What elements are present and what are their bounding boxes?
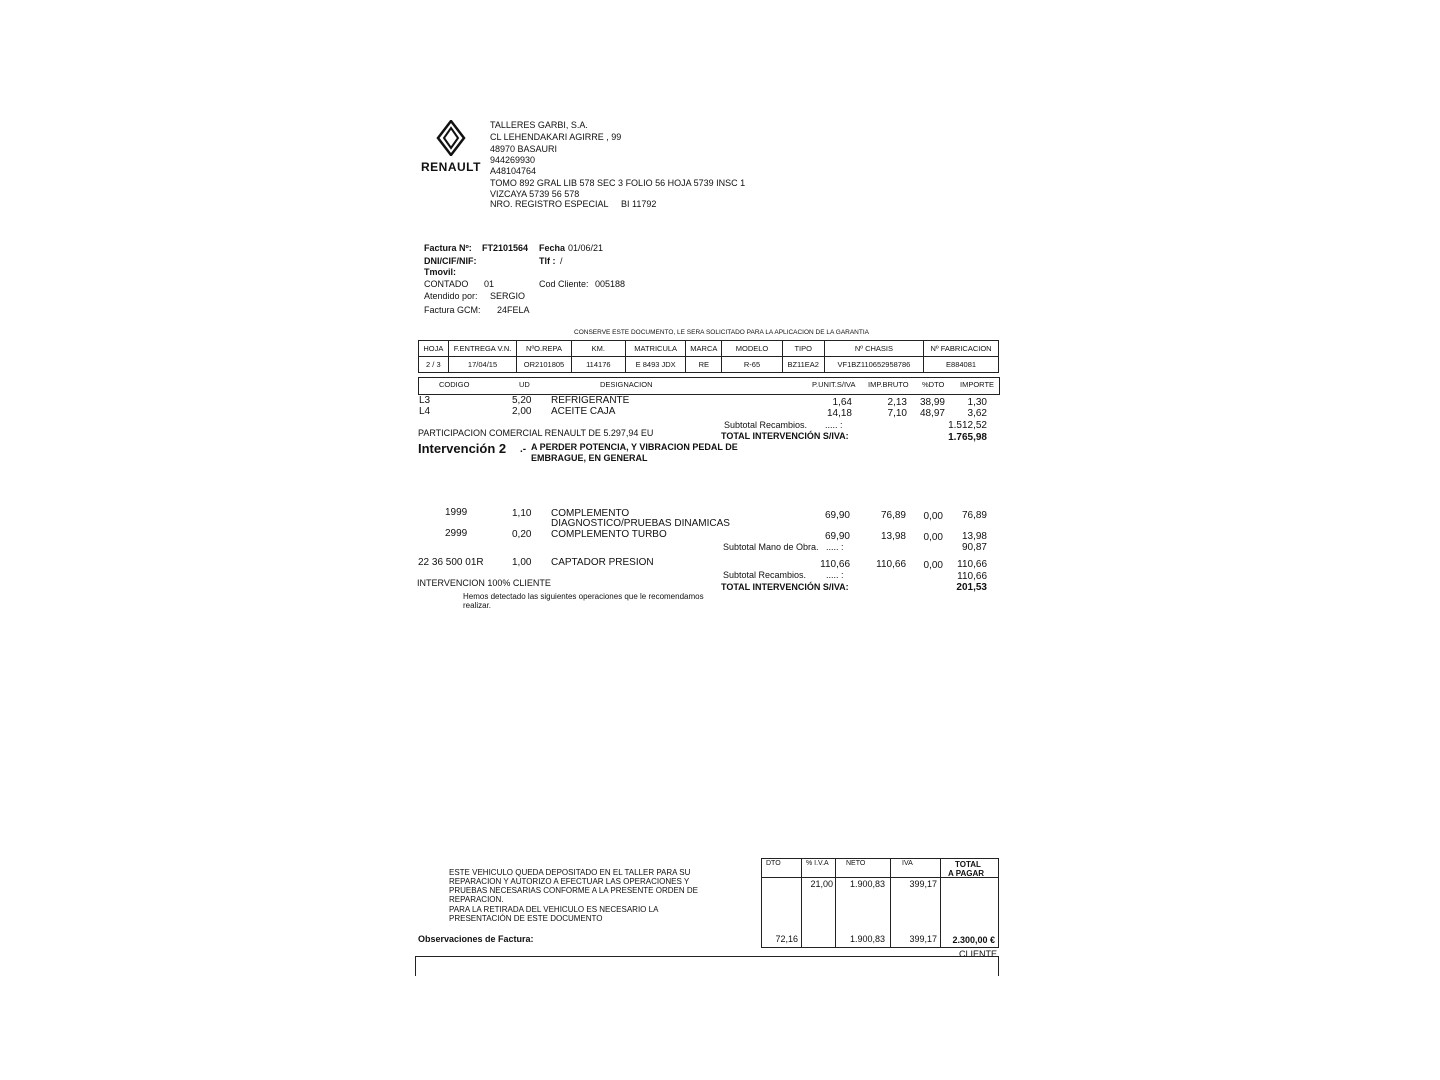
bottom-box-left	[415, 956, 416, 976]
subtotal-mano-obra-value: 90,87	[961, 542, 987, 553]
total-intervencion-value: 201,53	[956, 582, 987, 593]
line-punit: 110,66	[820, 559, 850, 570]
conserve-notice: CONSERVE ESTE DOCUMENTO, LE SERA SOLICITADO PARA LA APLICACION DE LA GARANTIA	[574, 329, 869, 336]
line-importe: 110,66	[957, 559, 987, 570]
col-header: MODELO	[722, 341, 782, 357]
iva-value: 399,17	[909, 934, 937, 944]
cell: E884081	[924, 357, 999, 373]
col-header: NºO.REPA	[517, 341, 571, 357]
renault-logo	[436, 120, 466, 156]
line-ud: 0,20	[512, 529, 532, 540]
line-dto: 0,00	[923, 560, 943, 571]
cell: BZ11EA2	[782, 357, 824, 373]
total-intervencion-label: TOTAL INTERVENCIÓN S/IVA:	[721, 431, 849, 441]
col-header: P.UNIT.S/IVA	[812, 380, 856, 389]
line-dto: 48,97	[919, 408, 945, 419]
legal-line: REPARACION Y AUTORIZO A EFECTUAR LAS OPERACIONES Y	[449, 877, 690, 886]
line-ud: 1,10	[512, 508, 532, 519]
lines-header	[418, 377, 1000, 395]
total-intervencion-value: 1.765,98	[948, 432, 987, 443]
line-importe: 76,89	[961, 510, 987, 521]
legal-line: PRESENTACIÓN DE ESTE DOCUMENTO	[449, 914, 603, 923]
line-importe: 13,98	[961, 531, 987, 542]
totals-header: % I.V.A	[806, 860, 829, 867]
intervencion-sep: .-	[520, 444, 527, 455]
col-header: CODIGO	[439, 380, 470, 389]
contado-value: 01	[484, 279, 495, 289]
vehicle-table-row	[419, 357, 999, 373]
line-punit: 69,90	[824, 510, 850, 521]
recomendaciones-text: Hemos detectado las siguientes operaciones que le recomendamos	[463, 592, 704, 601]
tlf-label: Tlf :	[539, 256, 556, 266]
legal-line: PARA LA RETIRADA DEL VEHICULO ES NECESARIO LA	[449, 905, 659, 914]
line-code: 22 36 500 01R	[418, 557, 484, 568]
intervencion-desc: A PERDER POTENCIA, Y VIBRACION PEDAL DE	[531, 442, 738, 452]
line-desc: ACEITE CAJA	[551, 406, 616, 417]
bottom-box-right	[998, 956, 999, 976]
total-intervencion-label: TOTAL INTERVENCIÓN S/IVA:	[721, 582, 849, 592]
atendido-value: SERGIO	[490, 291, 526, 301]
company-line: VIZCAYA 5739 56 578	[490, 189, 580, 199]
col-header: MARCA	[686, 341, 722, 357]
line-code: L3	[419, 395, 431, 406]
observaciones-label: Observaciones de Factura:	[418, 934, 534, 944]
line-bruto: 76,89	[880, 510, 906, 521]
bottom-box-top	[415, 956, 998, 957]
subtotal-dots: ..... :	[826, 570, 844, 580]
line-desc: COMPLEMENTO	[551, 508, 630, 519]
line-desc-2: DIAGNOSTICO/PRUEBAS DINAMICAS	[551, 518, 730, 529]
atendido-label: Atendido por:	[424, 291, 478, 301]
subtotal-recambios-label: Subtotal Recambios.	[723, 570, 807, 580]
line-ud: 5,20	[512, 395, 532, 406]
col-header: TIPO	[782, 341, 824, 357]
cod-cliente-value: 005188	[595, 279, 626, 289]
col-header: Nº CHASIS	[824, 341, 923, 357]
subtotal-recambios-value: 1.512,52	[948, 420, 987, 431]
cell: VF1BZ110652958786	[824, 357, 923, 373]
registro-value: BI 11792	[621, 199, 657, 209]
col-header: F.ENTREGA V.N.	[448, 341, 517, 357]
line-punit: 69,90	[824, 531, 850, 542]
cod-cliente-label: Cod Cliente:	[539, 279, 589, 289]
line-bruto: 110,66	[876, 559, 906, 570]
cell: OR2101805	[517, 357, 571, 373]
vehicle-table	[418, 340, 999, 373]
line-dto: 0,00	[923, 532, 943, 543]
tlf-value: /	[560, 256, 563, 266]
line-dto: 0,00	[923, 511, 943, 522]
col-header: UD	[519, 380, 530, 389]
neto-value: 1.900,83	[849, 879, 885, 889]
cell: 2 / 3	[419, 357, 449, 373]
line-bruto: 2,13	[887, 397, 907, 408]
col-header: MATRICULA	[625, 341, 685, 357]
line-dto: 38,99	[919, 397, 945, 408]
cliente-label: CLIENTE	[959, 949, 998, 959]
totals-header: NETO	[846, 860, 866, 867]
renault-diamond-icon	[436, 120, 466, 156]
line-importe: 1,30	[967, 397, 987, 408]
neto-value: 1.900,83	[849, 934, 885, 944]
fecha-value: 01/06/21	[568, 243, 604, 253]
line-code: 2999	[445, 528, 468, 539]
dni-label: DNI/CIF/NIF:	[424, 256, 477, 266]
iva-value: 399,17	[909, 879, 937, 889]
gcm-label: Factura GCM:	[424, 305, 481, 315]
totals-divider	[940, 858, 941, 947]
line-desc: COMPLEMENTO TURBO	[551, 529, 667, 540]
subtotal-dots: ..... :	[826, 542, 844, 552]
vehicle-table-header	[419, 341, 999, 357]
cell: 114176	[571, 357, 625, 373]
company-line: TOMO 892 GRAL LIB 578 SEC 3 FOLIO 56 HOJA 5739 INSC 1	[490, 178, 746, 188]
iva-pct: 21,00	[810, 879, 833, 889]
cell: RE	[686, 357, 722, 373]
logo-text: RENAULT	[421, 160, 481, 174]
totals-header: A PAGAR	[948, 869, 984, 878]
intervencion-desc: EMBRAGUE, EN GENERAL	[531, 453, 648, 463]
factura-label: Factura Nº:	[424, 243, 472, 253]
col-header: HOJA	[419, 341, 449, 357]
cell: 17/04/15	[448, 357, 517, 373]
line-bruto: 7,10	[887, 408, 907, 419]
line-bruto: 13,98	[880, 531, 906, 542]
line-desc: REFRIGERANTE	[551, 395, 630, 406]
totals-divider	[801, 858, 802, 947]
col-header: IMP.BRUTO	[868, 380, 909, 389]
fecha-label: Fecha	[539, 243, 566, 253]
line-ud: 2,00	[512, 406, 532, 417]
company-line: NRO. REGISTRO ESPECIAL	[490, 199, 609, 209]
tmovil-label: Tmovil:	[424, 267, 457, 277]
line-importe: 3,62	[967, 408, 987, 419]
subtotal-recambios-label: Subtotal Recambios.	[724, 420, 808, 430]
recomendaciones-text: realizar.	[463, 601, 492, 610]
subtotal-dots: ..... :	[825, 420, 843, 430]
company-line: 944269930	[490, 155, 536, 165]
company-line: TALLERES GARBI, S.A.	[490, 120, 588, 130]
dto-value: 72,16	[775, 934, 798, 944]
company-line: 48970 BASAURI	[490, 144, 558, 154]
cell: E 8493 JDX	[625, 357, 685, 373]
col-header: KM.	[571, 341, 625, 357]
line-punit: 1,64	[832, 397, 852, 408]
totals-header: DTO	[766, 860, 781, 867]
col-header: %DTO	[922, 380, 945, 389]
line-punit: 14,18	[826, 408, 852, 419]
company-line: CL LEHENDAKARI AGIRRE , 99	[490, 132, 622, 142]
subtotal-mano-obra-label: Subtotal Mano de Obra.	[723, 542, 819, 552]
line-ud: 1,00	[512, 557, 532, 568]
legal-line: ESTE VEHICULO QUEDA DEPOSITADO EN EL TALLER PARA SU	[449, 868, 691, 877]
line-desc: CAPTADOR PRESION	[551, 557, 654, 568]
legal-line: PRUEBAS NECESARIAS CONFORME A LA PRESENTE ORDEN DE	[449, 886, 698, 895]
col-header: Nº FABRICACION	[924, 341, 999, 357]
legal-line: REPARACION.	[449, 895, 504, 904]
intervencion-title: Intervención 2	[418, 441, 507, 456]
factura-value: FT2101564	[482, 243, 529, 253]
cell: R-65	[722, 357, 782, 373]
line-code: L4	[419, 406, 431, 417]
subtotal-recambios-value: 110,66	[957, 571, 987, 582]
col-header: DESIGNACION	[600, 380, 653, 389]
totals-header: TOTAL	[955, 860, 981, 869]
totals-header: IVA	[902, 860, 913, 867]
total-a-pagar-value: 2.300,00 €	[952, 935, 995, 945]
contado-label: CONTADO	[424, 279, 469, 289]
gcm-value: 24FELA	[497, 305, 530, 315]
intervencion-cliente: INTERVENCION 100% CLIENTE	[417, 578, 551, 588]
company-line: A48104764	[490, 166, 537, 176]
line-code: 1999	[445, 507, 468, 518]
participacion-text: PARTICIPACION COMERCIAL RENAULT DE 5.297,94 EU	[418, 428, 654, 438]
col-header: IMPORTE	[960, 380, 995, 389]
